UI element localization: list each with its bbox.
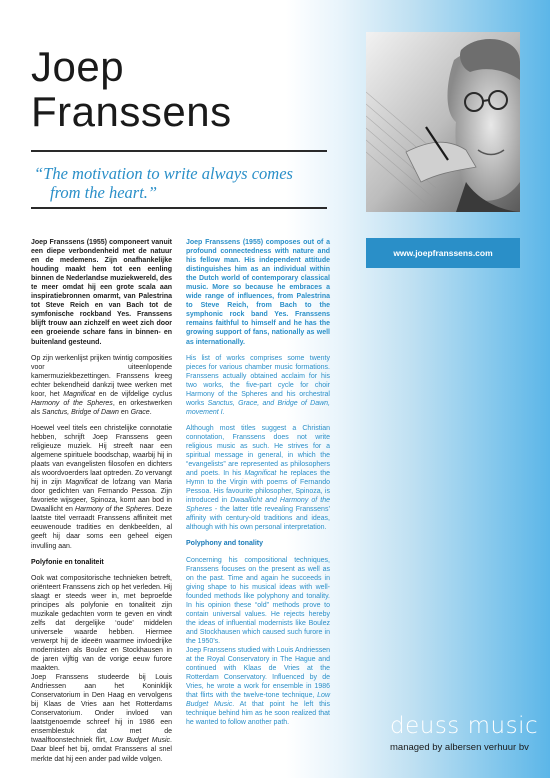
portrait-photo (366, 32, 520, 212)
dutch-paragraph-studies: Joep Franssens studeerde bij Louis Andriessen aan het Koninklijk Conservatorium in Den Haag en vervolgens bij Klaas de Vries aan het Rotterdams Conservatorium. Onder invloed van laatstgenoemde schreef hij in 1986 een ensemblestuk dat met de twaalftoonstechniek flirt, Low Budget Music. Daar bleef het bij, omdat Franssens al snel merkte dat hij een ander pad wilde volgen. (31, 674, 172, 763)
brand-logo: deuss music (390, 713, 539, 739)
dutch-subheading: Polyfonie en tonaliteit (31, 558, 104, 566)
quote-divider-bottom (31, 207, 327, 209)
english-paragraph-works: His list of works comprises some twenty pieces for various chamber music formations. Franssens actually obtained acclaim for his two works, the five-part cycle for choir Harmony of the Spheres and his orchestral works Sanctus, Grace, and Bridge of Dawn, movement I. (186, 354, 330, 416)
english-column (186, 238, 330, 734)
brand-tagline: managed by albersen verhuur bv (390, 742, 529, 753)
title-last-name: Franssens (31, 88, 232, 135)
dutch-paragraph-works: Op zijn werkenlijst prijken twintig composities voor uiteenlopende kamermuziekbezettingen. Franssens kreeg echter bekendheid dankzij twee werken met koor, het Magnificat en de vijfdelige cyclus Harmony of the Spheres, en orkestwerken als Sanctus, Bridge of Dawn en Grace. (31, 354, 173, 416)
dutch-intro: Joep Franssens (1955) componeert vanuit een diepe verbondenheid met de natuur en de medemens. Zijn onafhankelijke houding maakt hem tot een eenling binnen de Nederlandse muziekwereld, des te meer omdat hij een grote scala aan inspiratiebronnen omarmt, van Palestrina tot Steve Reich en van Bach tot de symfonische rockband Yes. Franssens blijft trouw aan zichzelf en weet zich door een groeiende schare fans in binnen- en buitenland gesteund. (31, 239, 172, 346)
pull-quote (34, 164, 324, 202)
english-intro: Joep Franssens (1955) composes out of a profound connectedness with nature and his fellow man. His independent attitude distinguishes him as an individual within the Dutch world of contemporary classical music. More so because he embraces a wide range of influences, from Palestrina to Steve Reich, from Bach to the symphonic rock band Yes. Franssens remains faithful to himself and he has the growing support of fans, nationally as well as internationally. (186, 239, 330, 346)
dutch-column (31, 238, 172, 771)
english-paragraph-techniques: Concerning his compositional techniques, Franssens focuses on the present as well as on the past. Time and again he succeeds in giving shape to his musical ideas with well-founded methods like polyphony and tonality. In his opinion these “old” methods prove to contain universal values. He rejects hereby the ideas of influential modernists like Boulez and Stockhausen which caused such furore in the 1950’s. (186, 556, 330, 645)
english-subheading: Polyphony and tonality (186, 540, 264, 548)
dutch-paragraph-techniques: Ook wat compositorische technieken betreft, oriënteert Franssens zich op het verleden. Hij slaagt er steeds weer in, met beproefde principes als polyfonie en tonaliteit zijn muzikale gedachten vorm te geven en vindt zelfs dat dergelijke ‘oude’ middelen universele waarde hebben. Hiermee verwerpt hij de ideeën waarmee invloedrijke modernisten als Boulez en Stockhausen in de jaren vijftig van de vorige eeuw furore maakten. (31, 574, 172, 673)
english-paragraph-studies: Joep Franssens studied with Louis Andriessen at the Royal Conservatory in The Hague and continued with Klaas de Vries at the Rotterdam Conservatory. Influenced by de Vries, he wrote a work for ensemble in 1986 that flirts with the twelve-tone technique, Low Budget Music. At that point he left this technique behind him as he soon realized that he wanted to follow another path. (186, 646, 330, 727)
dutch-paragraph-spiritual: Hoewel veel titels een christelijke connotatie hebben, schrijft Joep Franssens geen religieuze muziek. Hij streeft naar een algemene spirituele boodschap, waarbij hij in plaats van evangelisten filosofen en dichters als woordvoerders laat optreden. Zo vervangt hij in zijn Magnificat de lofzang van Maria door gedichten van Fernando Pessoa. Zijn favoriete wijsgeer, Spinoza, komt aan bod in Dwaallicht en Harmony of the Spheres. Deze laatste titel verraadt Franssens affiniteit met eeuwenoude tradities en denkbeelden, al geeft hij daar soms een geheel eigen invulling aan. (31, 424, 172, 550)
title-first-name: Joep (31, 43, 125, 90)
english-paragraph-spiritual: Although most titles suggest a Christian connotation, Franssens does not write religious music as such. He strives for a spiritual message in general, in which the “evangelists” are represented as philosophers and poets. In his Magnificat he replaces the Hymn to the Virgin with poems of Fernando Pessoa. His favourite philosopher, Spinoza, is introduced in Dwaallicht and Harmony of the Spheres - the latter title revealing Franssens’ affinity with century-old traditions and ideas, although with his own personal interpretation. (186, 424, 331, 532)
title-divider-top (31, 150, 327, 152)
website-link[interactable]: www.joepfranssens.com (366, 238, 520, 268)
quote-line-1: “The motivation to write always comes (34, 164, 293, 183)
quote-line-2: from the heart.” (50, 183, 158, 202)
